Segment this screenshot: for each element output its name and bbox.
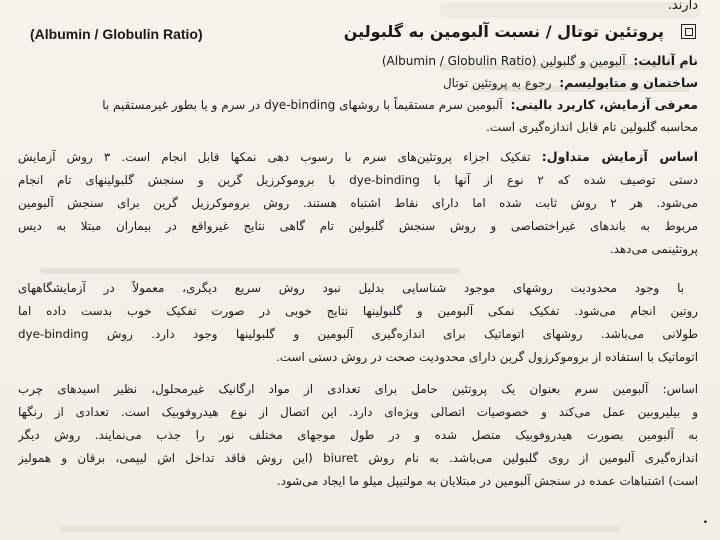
field-value: آلبومین و گلبولین (Albumin / Globulin Ratio): [381, 54, 626, 68]
section-title-row: [0, 18, 720, 48]
text-line: و بیلیروبین عمل می‌کند و خصوصیات اتصالی ویژه‌ای دارد. این اتصال از نوع هیدروفوبیک است. تعدادی از رنگها: [18, 405, 698, 419]
bleed-through-mark: [40, 268, 460, 274]
text-line: می‌شود. هر ۲ روش ثابت شده اما دارای نقاط اشتباه هستند. روش بروموکرزیل گرین برای سنجش آلبومین: [18, 196, 698, 210]
paragraph-methods: [18, 145, 698, 261]
text-line: با وجود محدودیت روشهای موجود شناسایی بدلیل نبود روش سریع دیگری، معمولاً در آزمایشگاههای: [18, 281, 684, 295]
bleed-through-mark: [60, 526, 620, 532]
text-line: روتین انجام می‌شود. تفکیک نمکی آلبومین و گلبولینها نتایج خوبی در صورت تفکیک خوب بدست داده اما: [18, 304, 698, 318]
page-dot-mark: •: [702, 518, 708, 528]
field-analyte-name: [18, 50, 698, 72]
text-line: است) اشتباهات عمده در سنجش آلبومین در مبتلایان به مولتیپل میلو ما ایجاد می‌شود.: [276, 474, 698, 488]
text-line: مربوط به باندهای غیراختصاصی و روش سنجش گلبولین تام گاهی نتایج غیرواقع در بیماران مبتلا به دیس: [18, 219, 698, 233]
paragraph-label: اساس آزمایش متداول:: [541, 149, 698, 164]
text-line: دستی توصیف شده که ۲ نوع از آنها با dye-binding با بروموکرزیل گرین و سنجش گلبولینهای تام انجام: [18, 173, 698, 187]
field-label: نام آنالیت:: [633, 53, 698, 68]
text-line: پروتئینمی می‌دهد.: [609, 242, 698, 256]
top-text-fragment: دارند.: [667, 0, 698, 13]
paragraph-principle: [18, 378, 698, 493]
text-line: به آلبومین بصورت هیدروفوبیک متصل شده و در طول موجهای مختلف نور را جذب می‌نمایند. روش دیگر: [18, 428, 698, 442]
text-line: اساس آزمایش متداول: تفکیک اجزاء پروتئین‌های سرم با رسوب دهی نمکها قابل انجام است. ۳ روش آزمایش: [18, 149, 698, 164]
text-line: طولانی می‌باشد. روشهای اتوماتیک برای اندازه‌گیری آلبومین و گلبولینها وجود دارد. روش dye-binding: [18, 327, 698, 341]
title-persian: پروتئین توتال / نسبت آلبومین به گلبولین: [343, 22, 664, 41]
text-line: اندازه‌گیری آلبومین از روی گلبولین می‌باشد. به نام روش biuret (این روش فاقد تداخل اش لیپمی، برقان و همولیز: [18, 451, 698, 465]
square-bullet-icon: [681, 24, 696, 39]
bleed-through-mark: [440, 2, 700, 18]
field-label: ساختمان و متابولیسم:: [559, 75, 698, 90]
field-value: رجوع به پروتئین توتال: [442, 76, 552, 90]
field-value: آلبومین سرم مستقیماً با روشهای dye-binding در سرم و یا بطور غیرمستقیم با: [102, 98, 503, 112]
text-line: اساس: آلبومین سرم بعنوان یک پروتئین حامل برای تعدادی از مواد ارگانیک غیرمحلول، نظیر اسیدهای چرب: [18, 382, 698, 396]
field-label: معرفی آزمایش، کاربرد بالینی:: [510, 97, 698, 112]
text-line: اتوماتیک با استفاده از بروموکرزول گرین دارای محدودیت صحت در روش دستی است.: [276, 350, 698, 364]
field-structure-metabolism: [18, 72, 698, 94]
field-clinical-use-continued: محاسبه گلبولین تام قابل اندازه‌گیری است.: [486, 120, 698, 134]
field-clinical-use: [18, 94, 698, 116]
title-english: (Albumin / Globulin Ratio): [30, 26, 203, 42]
paragraph-limitations: [18, 277, 698, 369]
analyte-fields: [18, 50, 698, 138]
